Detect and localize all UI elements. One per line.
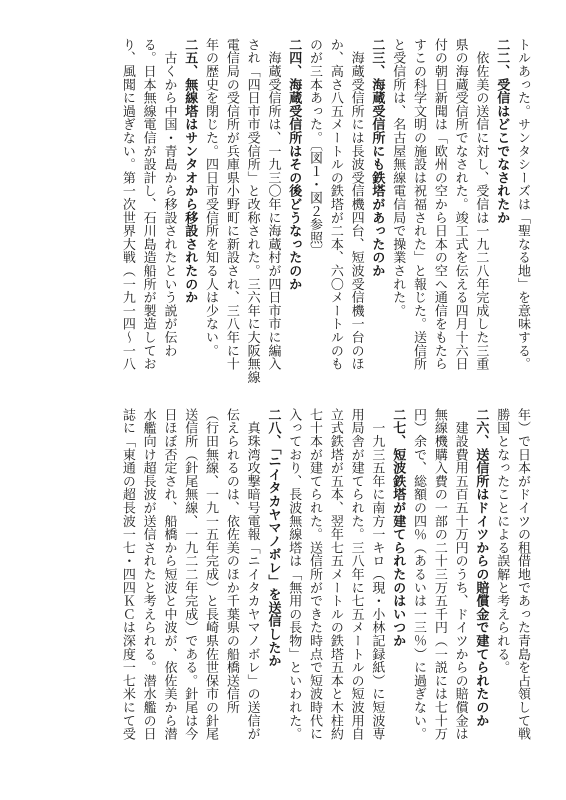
text-line: 日ほぼ否定され、船橋から短波と中波が、依佐美から潜 <box>161 408 177 741</box>
text-line: 海蔵受信所は、一九三〇年に海蔵村が四日市市に編入 <box>265 38 281 371</box>
text-line: り、風聞に過ぎない。第一次世界大戦（一九一四〜一八 <box>119 38 135 371</box>
text-line: され「四日市市受信所」と改称された。三六年に大阪無線 <box>244 38 260 384</box>
text-line: 入っており、長波無線塔は「無用の長物」といわれた。 <box>286 408 302 741</box>
text-line: か、高さ八五メートルの鉄塔が二本、六〇メートルのも <box>327 38 343 371</box>
section-heading: 二三、海蔵受信所にも鉄塔があったのか <box>369 38 385 278</box>
text-line: 円）余で、総額の四％（あるいは一三％）に過ぎない。 <box>411 408 427 741</box>
text-line: トルあった。サンタシーズは「聖なる地」を意味する。 <box>515 38 530 371</box>
text-line: 立式鉄塔が五本、翌年七五メートルの鉄塔五本と木柱約 <box>327 408 343 741</box>
text-line: （行田無線、一九一五年完成）と長崎県佐世保市の針尾 <box>203 408 219 741</box>
section-heading: 二八、「ニイタカヤマノボレ」を送信したか <box>265 408 281 668</box>
text-line: 付の朝日新聞は「欧州の空から日本の空へ通信をもたら <box>431 38 447 371</box>
text-line: 電信局の受信所が兵庫県小野町に新設され、三八年に十 <box>223 38 239 371</box>
bottom-text-block <box>26 408 532 758</box>
text-line: 送信所（針尾無線、一九二二年完成）である。針尾は今 <box>182 408 198 741</box>
text-line: 建設費用五百五十万円のうち、ドイツからの賠償金は <box>452 408 468 741</box>
text-line: 水艦向け超長波が送信されたと考えられる。潜水艦の日 <box>140 408 156 741</box>
section-heading: 二二、受信はどこでなされたか <box>494 38 510 225</box>
top-text-block <box>26 38 532 384</box>
section-heading: 二四、海蔵受信所はその後どうなったのか <box>286 38 302 291</box>
text-line: 一九三五年に南方一キロ（現・小林記録紙）に短波専 <box>369 408 385 741</box>
text-line: 海蔵受信所には長波受信機四台、短波受信機一台のほ <box>348 38 364 371</box>
text-line: 誌に「東通の超長波一七・四四ＫＣは深度一七米にて受 <box>119 408 135 741</box>
text-line: と受信所は、名古屋無線電信局で操業された。 <box>390 38 406 318</box>
text-line: 七十本が建てられた。送信所ができた時点で短波時代に <box>307 408 323 741</box>
text-line: 伝えられるのは、依佐美のほか千葉県の船橋送信所 <box>223 408 239 714</box>
section-heading: 二七、短波鉄塔が建てられたのはいつか <box>390 408 406 648</box>
text-line: 依佐美の送信に対し、受信は一九二八年完成した三重 <box>473 38 489 371</box>
text-line: 年）で日本がドイツの租借地であった青島を占領して戦 <box>515 408 530 741</box>
text-line: のが三本あった。〔図１・図２参照〕 <box>307 38 323 258</box>
text-line: る。日本無線電信が設計し、石川島造船所が製造してお <box>140 38 156 371</box>
text-line: 古くから中国・青島から移設されたという説が伝わ <box>161 38 177 358</box>
text-line: 用局舎が建てられた。三八年に七五メートルの短波用自 <box>348 408 364 741</box>
text-line: 真珠湾攻撃暗号電報「ニイタカヤマノボレ」の送信が <box>244 408 260 741</box>
text-line: 無線機購入費の一部の二十三万五千円（一説には七十万 <box>431 408 447 741</box>
text-line: すこの科学文明の施設は祝福された」と報じた。送信所 <box>411 38 427 371</box>
text-line: 年の歴史を閉じた。四日市受信所を知る人は少ない。 <box>203 38 219 358</box>
section-heading: 二六、送信所はドイツからの賠償金で建てられたのか <box>473 408 489 728</box>
text-line: 勝国となったことによる誤解と考えられる。 <box>494 408 510 674</box>
section-heading: 二五、無線塔はサンタオから移設されたのか <box>182 38 198 304</box>
text-line: 県の海蔵受信所でなされた。竣工式を伝える四月十六日 <box>452 38 468 371</box>
